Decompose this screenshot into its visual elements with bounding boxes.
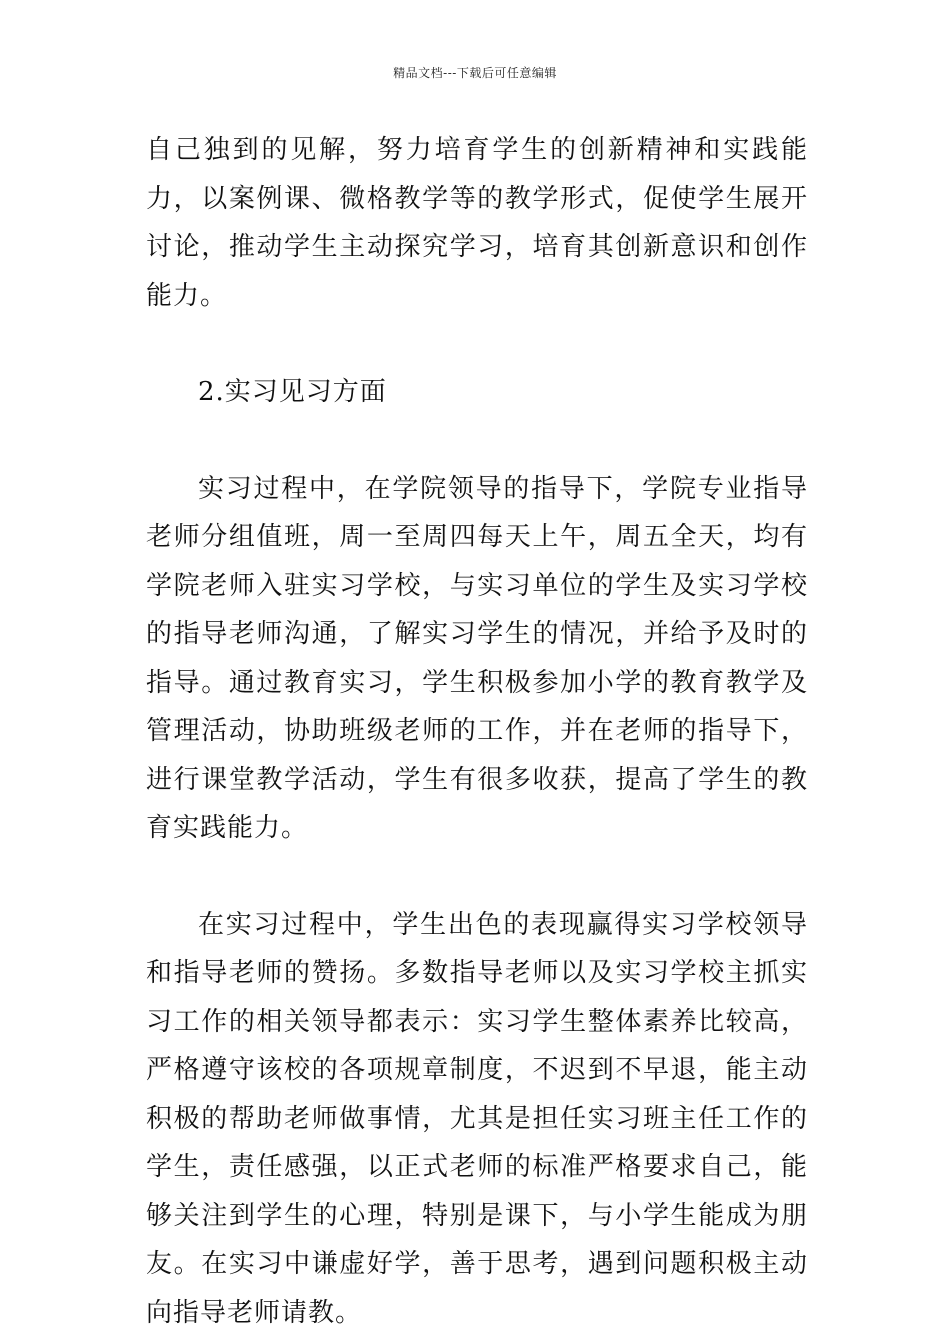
paragraph-continuation: 自己独到的见解，努力培育学生的创新精神和实践能力，以案例课、微格教学等的教学形式，促使学生展开讨论，推动学生主动探究学习，培育其创新意识和创作能力。: [146, 135, 808, 311]
section-heading: 2.实习见习方面: [198, 377, 387, 407]
document-body: [146, 126, 808, 1337]
paragraph-internship-evaluation: 在实习过程中，学生出色的表现赢得实习学校领导和指导老师的赞扬。多数指导老师以及实习学校主抓实习工作的相关领导都表示：实习学生整体素养比较高，严格遵守该校的各项规章制度，不迟到不早退，能主动积极的帮助老师做事情，尤其是担任实习班主任工作的学生，责任感强，以正式老师的标准严格要求自己，能够关注到学生的心理，特别是课下，与小学生能成为朋友。在实习中谦虚好学，善于思考，遇到问题积极主动向指导老师请教。: [146, 909, 808, 1328]
paragraph-internship-process: 实习过程中，在学院领导的指导下，学院专业指导老师分组值班，周一至周四每天上午，周五全天，均有学院老师入驻实习学校，与实习单位的学生及实习学校的指导老师沟通，了解实习学生的情况，并给予及时的指导。通过教育实习，学生积极参加小学的教育教学及管理活动，协助班级老师的工作，并在老师的指导下，进行课堂教学活动，学生有很多收获，提高了学生的教育实践能力。: [146, 473, 808, 843]
page-header: 精品文档---下载后可任意编辑: [393, 66, 557, 80]
